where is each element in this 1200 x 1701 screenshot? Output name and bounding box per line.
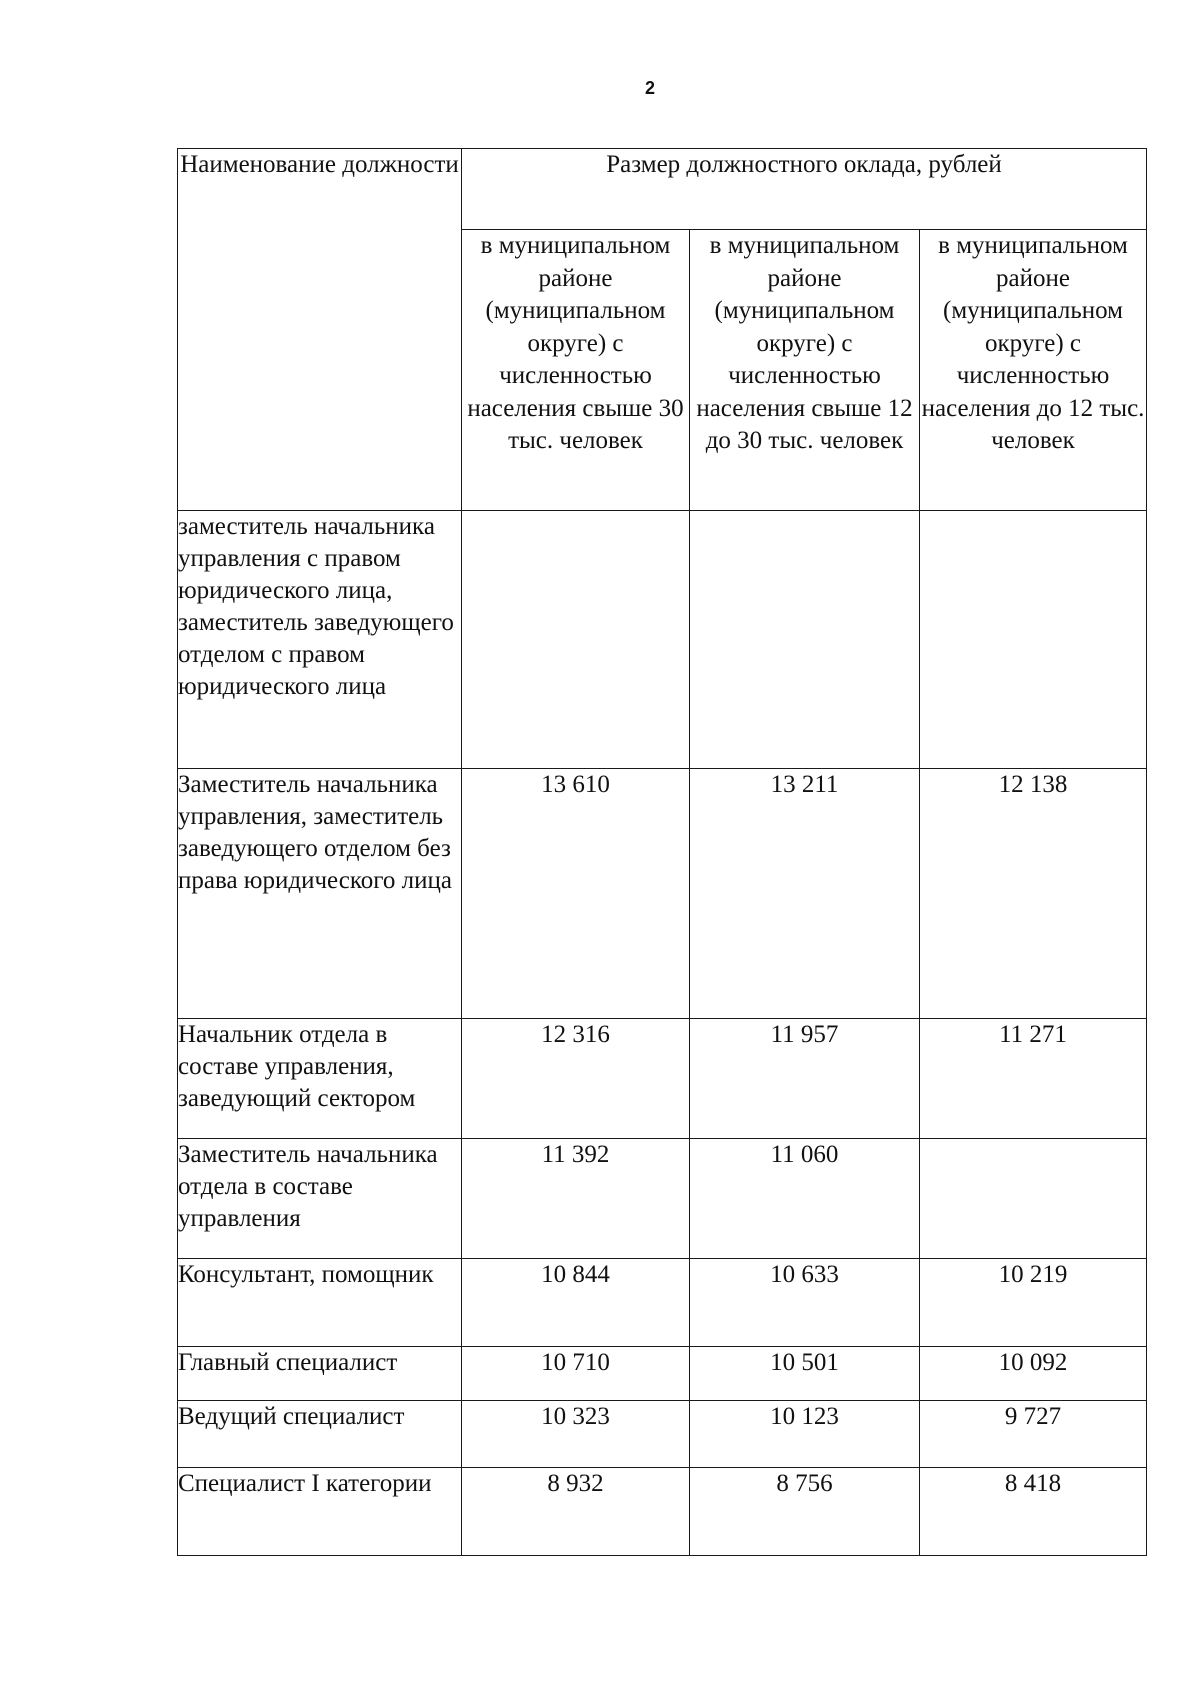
salary-over-30k: 10 710 (462, 1347, 690, 1401)
salary-under-12k: 10 219 (920, 1259, 1147, 1347)
salary-12k-30k: 10 501 (690, 1347, 920, 1401)
table-row (178, 1139, 1147, 1259)
salary-over-30k: 10 323 (462, 1401, 690, 1468)
position-name: Консультант, помощник (178, 1259, 462, 1347)
salary-12k-30k: 11 060 (690, 1139, 920, 1259)
header-position: Наименование должности (178, 149, 462, 511)
position-name: заместитель начальника управления с правом юридического лица, заместитель заведующего отделом с правом юридического лица (178, 511, 462, 769)
position-name: Ведущий специалист (178, 1401, 462, 1468)
table-row (178, 1401, 1147, 1468)
salary-over-30k (462, 511, 690, 769)
salary-under-12k: 8 418 (920, 1468, 1147, 1556)
table-row (178, 511, 1147, 769)
header-12k-30k: в муниципальном районе (муниципальном округе) с численностью населения свыше 12 до 30 тыс. человек (690, 230, 920, 511)
page-number: 2 (644, 78, 655, 98)
salary-over-30k: 12 316 (462, 1019, 690, 1139)
header-salary-group: Размер должностного оклада, рублей (462, 149, 1147, 230)
table-row (178, 1259, 1147, 1347)
salary-over-30k: 10 844 (462, 1259, 690, 1347)
salary-12k-30k: 10 123 (690, 1401, 920, 1468)
header-under-12k: в муниципальном районе (муниципальном округе) с численностью населения до 12 тыс. человек (920, 230, 1147, 511)
salary-under-12k: 11 271 (920, 1019, 1147, 1139)
salary-under-12k: 12 138 (920, 769, 1147, 1019)
table-row (178, 769, 1147, 1019)
salary-12k-30k: 11 957 (690, 1019, 920, 1139)
position-name: Начальник отдела в составе управления, заведующий сектором (178, 1019, 462, 1139)
salary-12k-30k: 10 633 (690, 1259, 920, 1347)
salary-table (177, 148, 1147, 1556)
salary-12k-30k: 13 211 (690, 769, 920, 1019)
salary-under-12k (920, 511, 1147, 769)
salary-over-30k: 13 610 (462, 769, 690, 1019)
salary-over-30k: 11 392 (462, 1139, 690, 1259)
salary-under-12k: 9 727 (920, 1401, 1147, 1468)
position-name: Заместитель начальника управления, заместитель заведующего отделом без права юридического лица (178, 769, 462, 1019)
position-name: Заместитель начальника отдела в составе управления (178, 1139, 462, 1259)
table-row (178, 1468, 1147, 1556)
salary-under-12k (920, 1139, 1147, 1259)
salary-12k-30k: 8 756 (690, 1468, 920, 1556)
table-row (178, 1347, 1147, 1401)
salary-under-12k: 10 092 (920, 1347, 1147, 1401)
header-over-30k: в муниципальном районе (муниципальном округе) с численностью населения свыше 30 тыс. человек (462, 230, 690, 511)
table-row (178, 1019, 1147, 1139)
position-name: Главный специалист (178, 1347, 462, 1401)
position-name: Специалист I категории (178, 1468, 462, 1556)
salary-12k-30k (690, 511, 920, 769)
salary-over-30k: 8 932 (462, 1468, 690, 1556)
